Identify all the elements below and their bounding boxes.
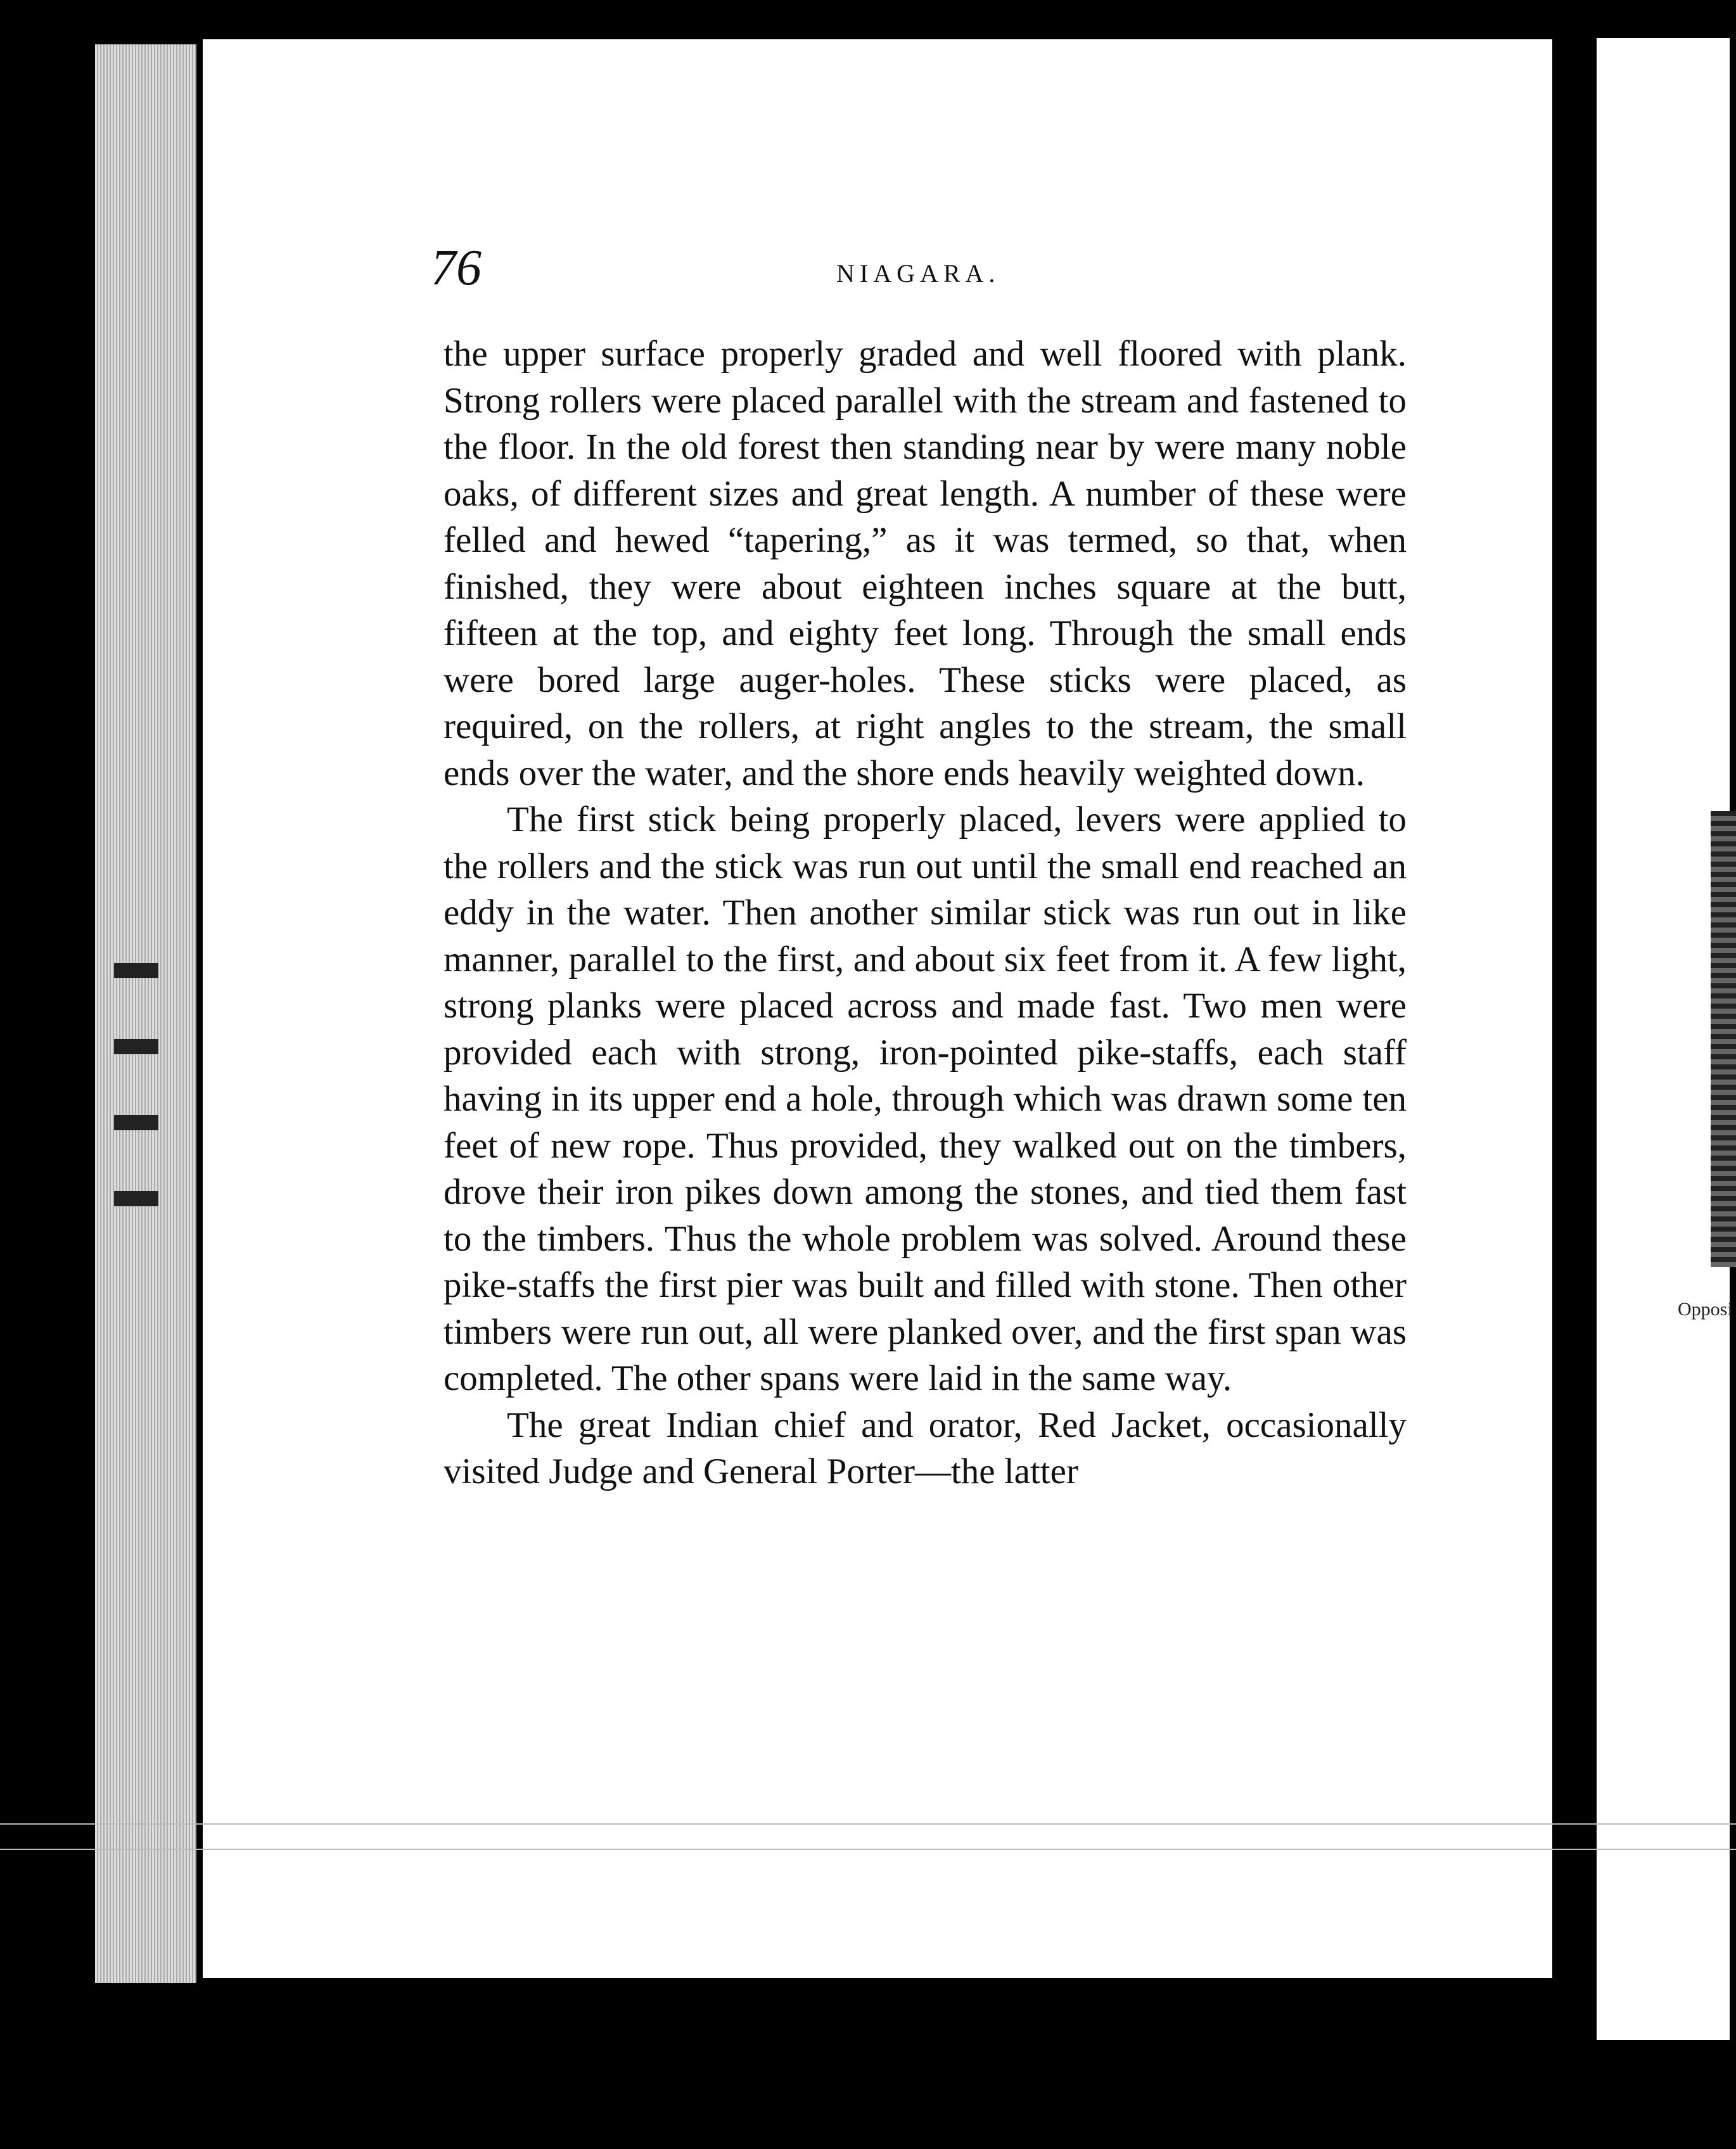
facing-plate-illustration-edge <box>1711 811 1736 1267</box>
paragraph-1: the upper surface properly graded and well floored with plank. Strong rollers were placed parallel with the stream and fastened to the floor. In the old forest then standing near by were many noble oaks, of different sizes and great length. A number of these were felled and hewed “tapering,” as it was termed, so that, when finished, they were about eighteen inches square at the butt, fifteen at the top, and eighty feet long. Through the small ends were bored large auger-holes. These sticks were placed, as required, on the rollers, at right angles to the stream, the small ends over the water, and the shore ends heavily weighted down. <box>444 334 1407 793</box>
facing-plate-page <box>1597 38 1730 2040</box>
page-header <box>431 239 1445 328</box>
paragraph-2: The first stick being properly placed, levers were applied to the rollers and the stick was run out until the small end reached an eddy in the water. Then another similar stick was run out in like manner, parallel to the first, and about six feet from it. A few light, strong planks were placed across and made fast. Two men were provided each with strong, iron-pointed pike-staffs, each staff having in its upper end a hole, through which was drawn some ten feet of new rope. Thus provided, they walked out on the timbers, drove their iron pikes down among the stones, and tied them fast to the timbers. Thus the whole problem was solved. Around these pike-staffs the first pier was built and filled with stone. Then other timbers were run out, all were planked over, and the first span was completed. The other spans were laid in the same way. <box>444 800 1407 1398</box>
paragraph-3: The great Indian chief and orator, Red Jacket, occasionally visited Judge and General Porter—the latter <box>444 1405 1407 1491</box>
scan-rule <box>0 1849 1736 1850</box>
body-text <box>444 331 1407 1495</box>
spine-mark <box>114 1039 158 1054</box>
spine-mark <box>114 1115 158 1130</box>
scan-rule <box>0 1823 1736 1825</box>
page-number: 76 <box>431 240 482 296</box>
spine-mark <box>114 1191 158 1206</box>
spine-marks <box>114 963 184 1343</box>
facing-caption-fragment: Opposi <box>1678 1299 1733 1320</box>
running-head: NIAGARA. <box>836 259 1000 288</box>
spine-mark <box>114 963 158 978</box>
